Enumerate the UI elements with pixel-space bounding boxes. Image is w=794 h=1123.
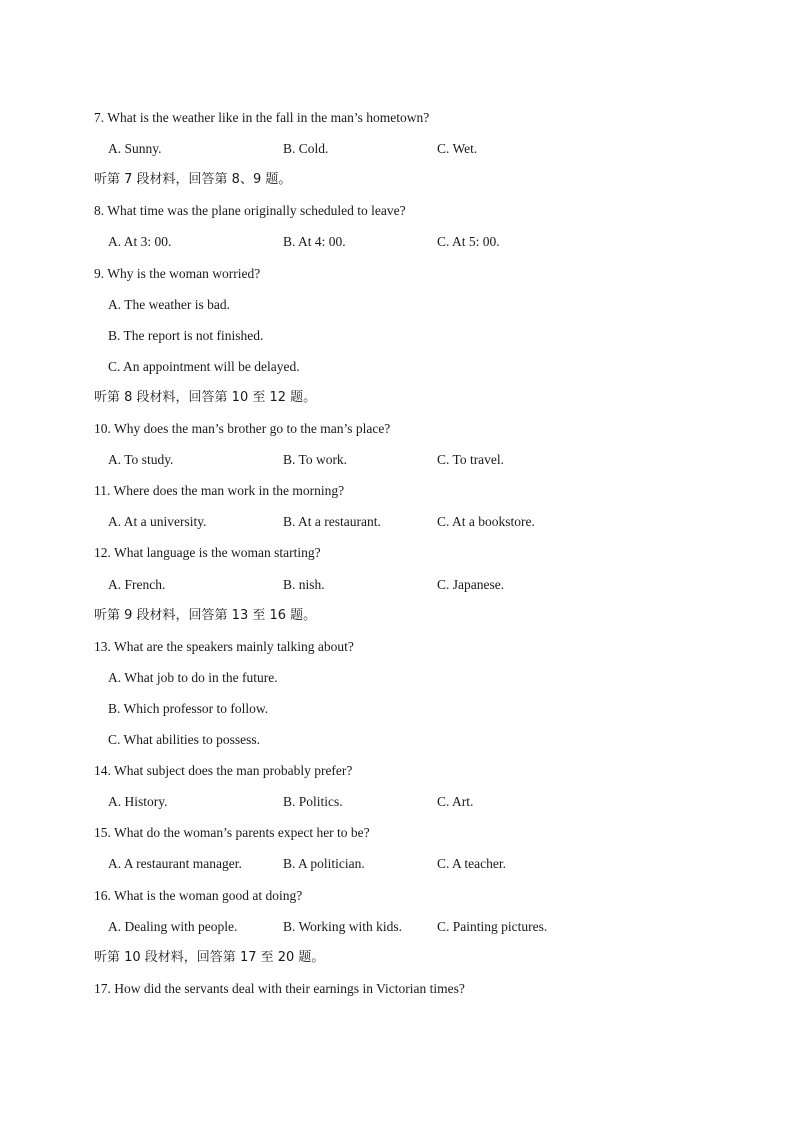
question-text: 16. What is the woman good at doing?	[94, 888, 303, 903]
question-text: 14. What subject does the man probably prefer?	[94, 763, 353, 778]
question-text: 15. What do the woman’s parents expect her to be?	[94, 825, 370, 840]
answer-option: A. At a university.	[108, 514, 207, 529]
answer-option: A. Sunny.	[108, 141, 162, 156]
answer-option: A. French.	[108, 577, 166, 592]
section-instruction: 听第 9 段材料，回答第 13 至 16 题。	[94, 608, 317, 623]
answer-option: B. To work.	[283, 452, 348, 467]
section-instruction: 听第 8 段材料，回答第 10 至 12 题。	[94, 390, 317, 405]
answer-option: C. To travel.	[437, 452, 505, 467]
answer-option: B. At 4: 00.	[283, 234, 346, 249]
answer-option: A. Dealing with people.	[108, 919, 238, 934]
answer-option: A. History.	[108, 794, 168, 809]
question-text: 13. What are the speakers mainly talking about?	[94, 639, 354, 654]
answer-option: A. What job to do in the future.	[108, 670, 278, 685]
answer-option: C. What abilities to possess.	[108, 732, 260, 747]
answer-option: B. nish.	[283, 577, 325, 592]
answer-option: C. At a bookstore.	[437, 514, 535, 529]
answer-option: C. At 5: 00.	[437, 234, 500, 249]
answer-option: C. A teacher.	[437, 856, 506, 871]
answer-option: C. Painting pictures.	[437, 919, 548, 934]
question-text: 12. What language is the woman starting?	[94, 545, 321, 560]
answer-option: B. Cold.	[283, 141, 329, 156]
answer-option: A. To study.	[108, 452, 174, 467]
section-instruction: 听第 7 段材料，回答第 8、9 题。	[94, 172, 292, 187]
answer-option: B. The report is not finished.	[108, 328, 264, 343]
question-text: 17. How did the servants deal with their earnings in Victorian times?	[94, 981, 465, 996]
answer-option: C. Wet.	[437, 141, 478, 156]
question-text: 11. Where does the man work in the morning?	[94, 483, 345, 498]
section-instruction: 听第 10 段材料，回答第 17 至 20 题。	[94, 950, 325, 965]
answer-option: B. At a restaurant.	[283, 514, 381, 529]
answer-option: B. Politics.	[283, 794, 343, 809]
answer-option: C. An appointment will be delayed.	[108, 359, 300, 374]
answer-option: A. A restaurant manager.	[108, 856, 242, 871]
question-text: 7. What is the weather like in the fall in the man’s hometown?	[94, 110, 430, 125]
answer-option: A. The weather is bad.	[108, 297, 230, 312]
answer-option: C. Japanese.	[437, 577, 505, 592]
answer-option: B. A politician.	[283, 856, 365, 871]
question-text: 8. What time was the plane originally scheduled to leave?	[94, 203, 406, 218]
answer-option: B. Working with kids.	[283, 919, 403, 934]
answer-option: B. Which professor to follow.	[108, 701, 269, 716]
answer-option: C. Art.	[437, 794, 474, 809]
answer-option: A. At 3: 00.	[108, 234, 172, 249]
question-text: 9. Why is the woman worried?	[94, 266, 261, 281]
question-text: 10. Why does the man’s brother go to the man’s place?	[94, 421, 391, 436]
